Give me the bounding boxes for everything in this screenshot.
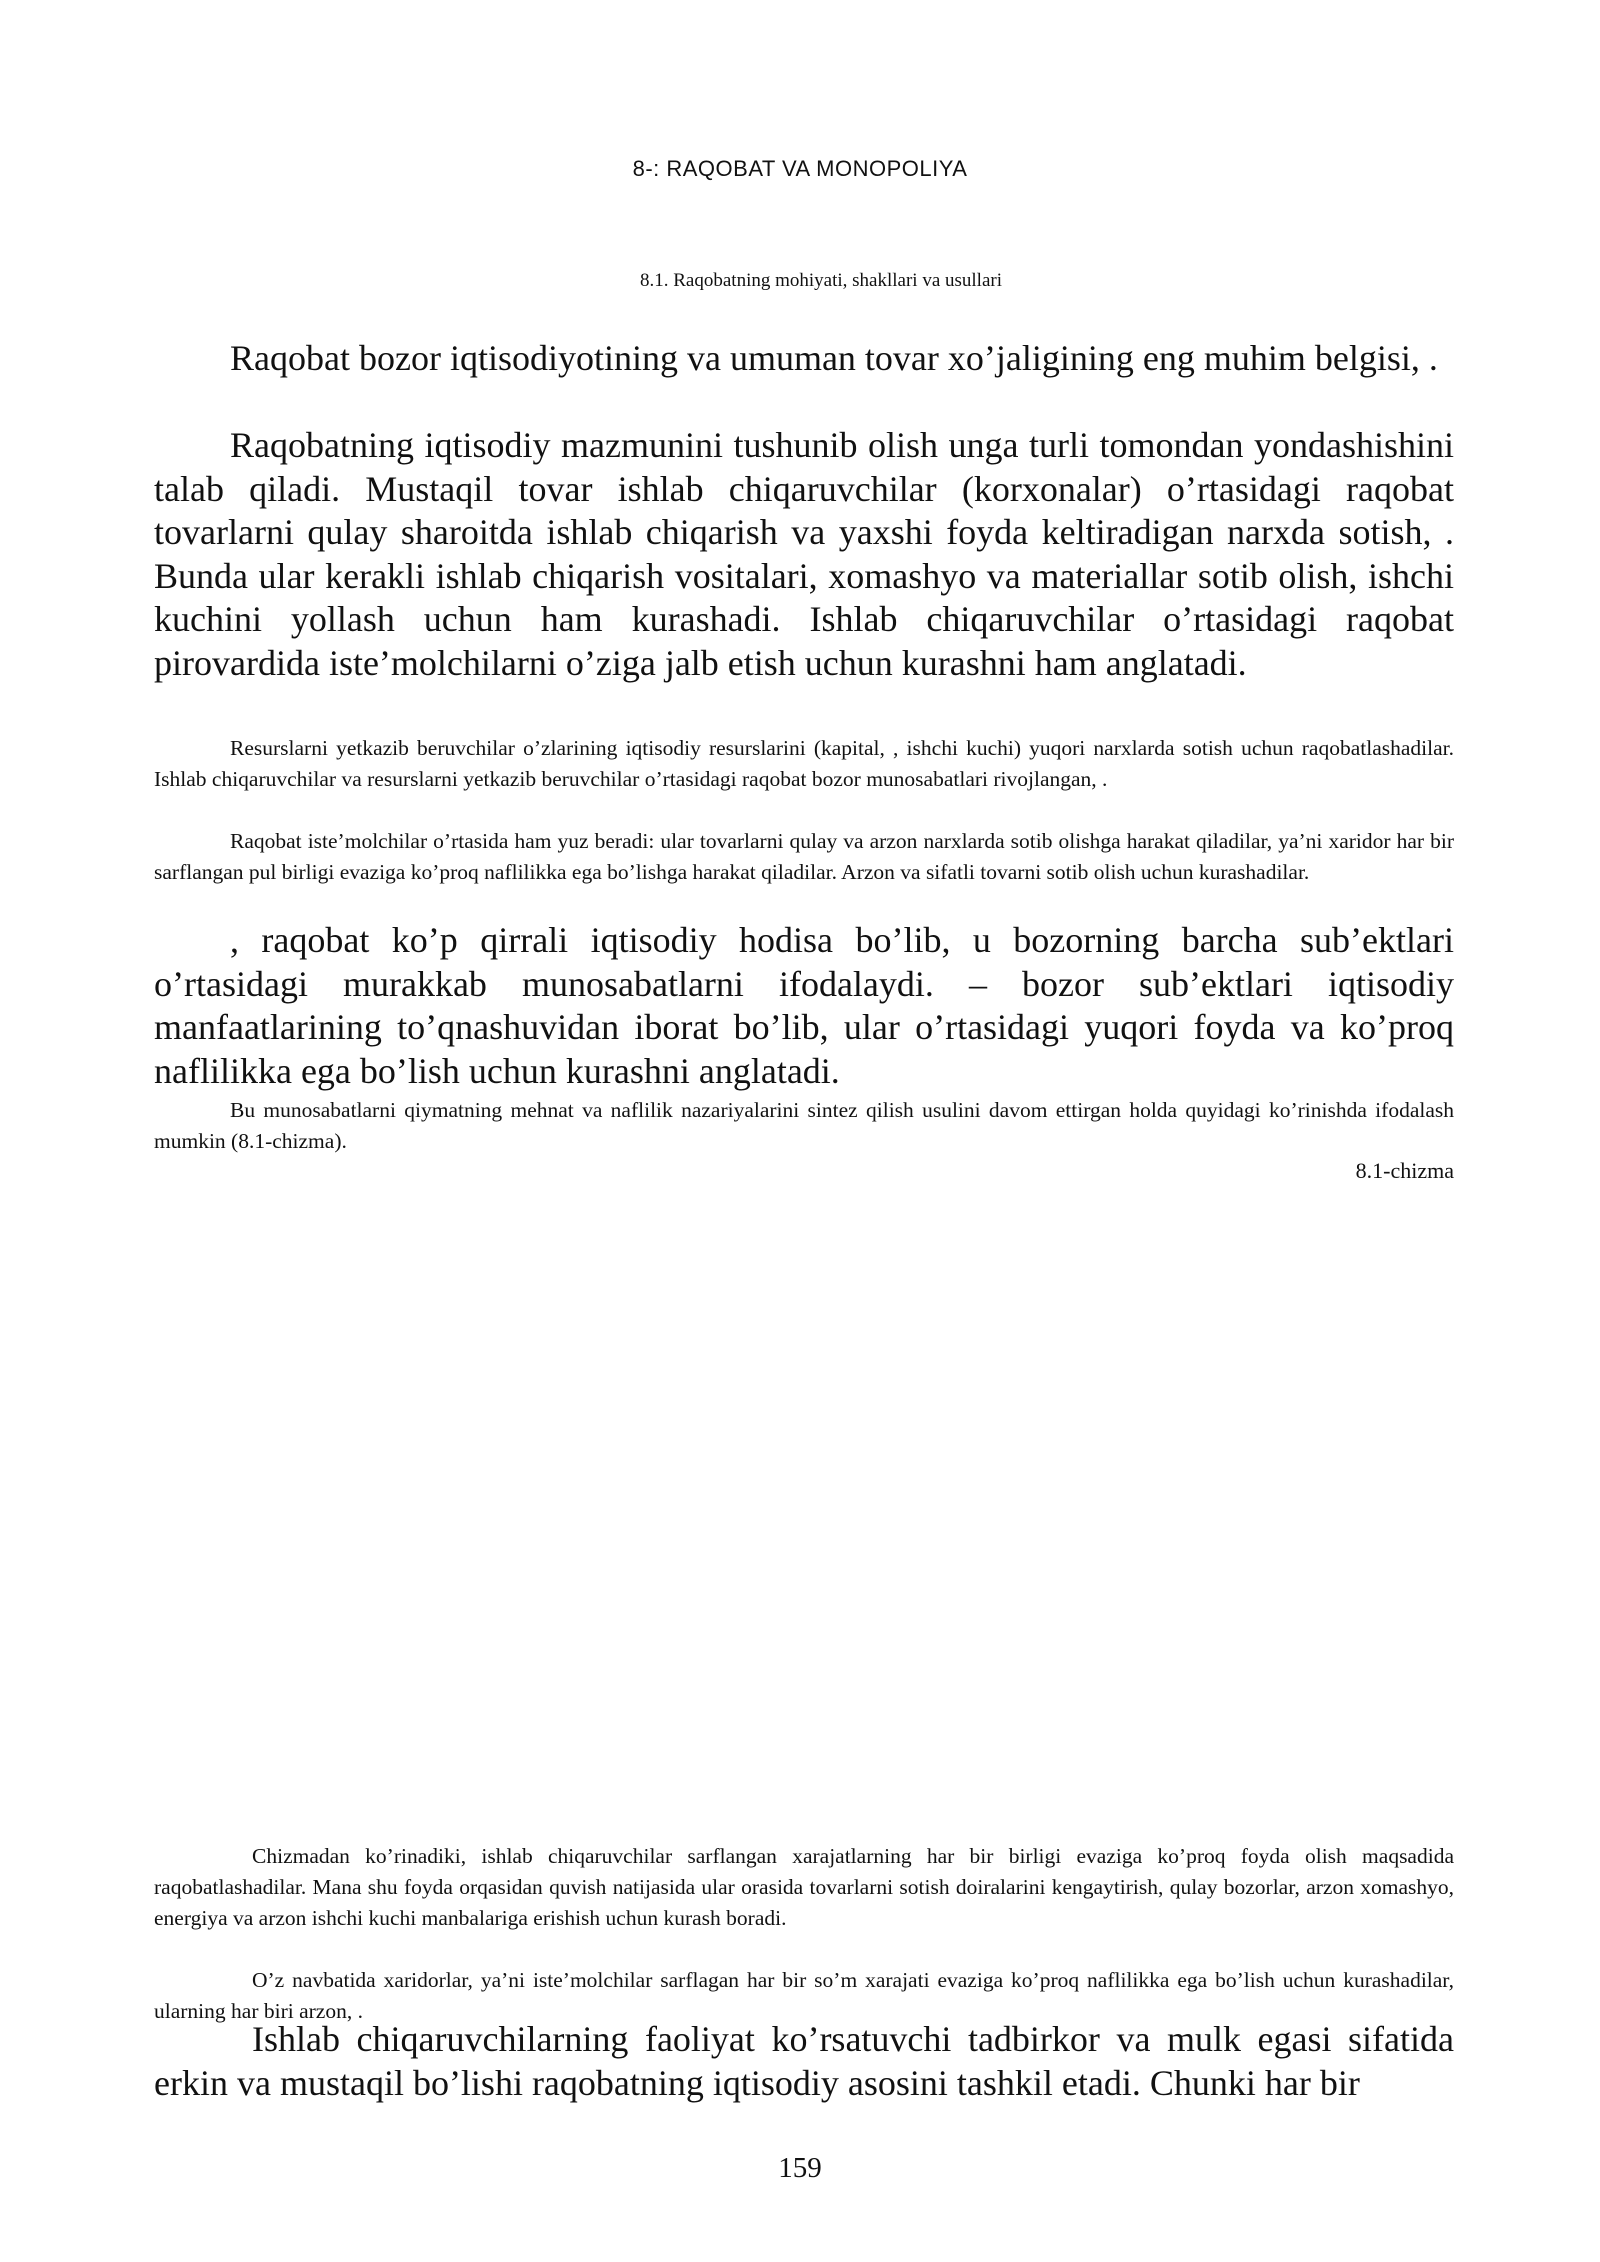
chapter-title: 8-: RAQOBAT VA MONOPOLIYA	[632, 156, 968, 181]
figure-area	[154, 1200, 1454, 1820]
paragraph-1: Raqobat bozor iqtisodiyotining va umuman tovar xo’jaligining eng muhim belgisi, .	[230, 338, 1438, 378]
section-title: 8.1. Raqobatning mohiyati, shakllari va usullari	[640, 270, 1002, 291]
paragraph-5: , raqobat ko’p qirrali iqtisodiy hodisa bo’lib, u bozorning barcha sub’ektlari o’rtasidagi murakkab munosabatlarni ifodalaydi. – bozor sub’ektlari iqtisodiy manfaatlarining to’qnashuvidan iborat bo’lib, ular o’rtasidagi yuqori foyda va ko’proq naflilikka ega bo’lish uchun kurashni anglatadi.	[154, 920, 1454, 1091]
figure-caption: 8.1-chizma	[1355, 1158, 1454, 1183]
paragraph-4: Raqobat iste’molchilar o’rtasida ham yuz beradi: ular tovarlarni qulay va arzon narxlarda sotib olishga harakat qiladilar, ya’ni xaridor har bir sarflangan pul birligi evaziga ko’proq naflilikka ega bo’lishga harakat qiladilar. Arzon va sifatli tovarni sotib olish uchun kurashadilar.	[154, 829, 1454, 884]
paragraph-9: Ishlab chiqaruvchilarning faoliyat ko’rsatuvchi tadbirkor va mulk egasi sifatida erkin va mustaqil bo’lishi raqobatning iqtisodiy asosini tashkil etadi. Chunki har bir	[154, 2019, 1454, 2103]
page-number: 159	[778, 2152, 822, 2184]
paragraph-8: O’z navbatida xaridorlar, ya’ni iste’molchilar sarflagan har bir so’m xarajati evaziga ko’proq naflilikka ega bo’lish uchun kurashadilar, ularning har biri arzon, .	[154, 1968, 1454, 2023]
paragraph-2: Raqobatning iqtisodiy mazmunini tushunib olish unga turli tomondan yondashishini talab qiladi. Mustaqil tovar ishlab chiqaruvchilar (korxonalar) o’rtasidagi raqobat tovarlarni qulay sharoitda ishlab chiqarish va yaxshi foyda keltiradigan narxda sotish, . Bunda ular kerakli ishlab chiqarish vositalari, xomashyo va materiallar sotib olish, ishchi kuchini yollash uchun ham kurashadi. Ishlab chiqaruvchilar o’rtasidagi raqobat pirovardida iste’molchilarni o’ziga jalb etish uchun kurashni ham anglatadi.	[154, 425, 1454, 683]
paragraph-3: Resurslarni yetkazib beruvchilar o’zlarining iqtisodiy resurslarini (kapital, , ishchi kuchi) yuqori narxlarda sotish uchun raqobatlashadilar. Ishlab chiqaruvchilar va resurslarni yetkazib beruvchilar o’rtasidagi raqobat bozor munosabatlari rivojlangan, .	[154, 736, 1454, 791]
paragraph-7: Chizmadan ko’rinadiki, ishlab chiqaruvchilar sarflangan xarajatlarning har bir birligi evaziga ko’proq foyda olish maqsadida raqobatlashadilar. Mana shu foyda orqasidan quvish natijasida ular orasida tovarlarni sotish doiralarini kengaytirish, qulay bozorlar, arzon xomashyo, energiya va arzon ishchi kuchi manbalariga erishish uchun kurash boradi.	[154, 1844, 1454, 1930]
paragraph-6: Bu munosabatlarni qiymatning mehnat va naflilik nazariyalarini sintez qilish usulini davom ettirgan holda quyidagi ko’rinishda ifodalash mumkin (8.1-chizma).	[154, 1098, 1454, 1153]
